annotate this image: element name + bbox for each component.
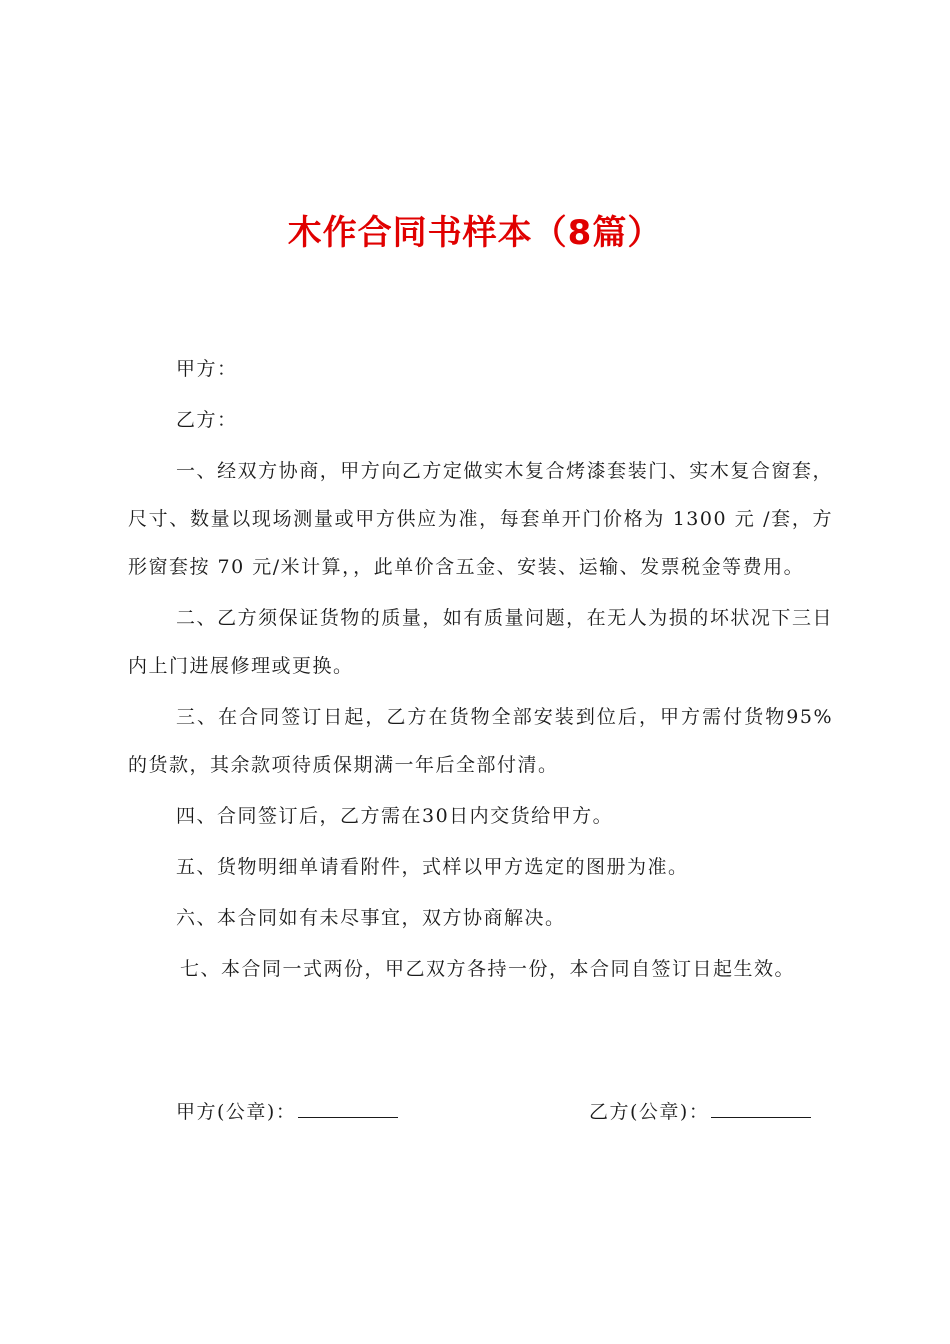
clause-7: 七、本合同一式两份，甲乙双方各持一份，本合同自签订日起生效。 <box>180 958 796 980</box>
party-a-line: 甲方： <box>176 358 238 380</box>
signature-party-a <box>176 1094 398 1130</box>
signature-party-b-blank <box>711 1095 811 1118</box>
signature-party-b-label: 乙方(公章)： <box>589 1101 710 1123</box>
contract-body <box>128 345 833 996</box>
clause-5: 五、货物明细单请看附件，式样以甲方选定的图册为准。 <box>176 856 689 878</box>
party-b-line: 乙方： <box>176 409 238 431</box>
clause-1: 一、经双方协商，甲方向乙方定做实木复合烤漆套装门、实木复合窗套，尺寸、数量以现场测量或甲方供应为准，每套单开门价格为 1300 元 /套，方形窗套按 70 元/米计算，，此单价含五金、安装、运输、发票税金等费用。 <box>128 460 833 578</box>
clause-3: 三、在合同签订日起，乙方在货物全部安装到位后，甲方需付货物95%的货款，其余款项待质保期满一年后全部付清。 <box>128 706 833 776</box>
clause-2: 二、乙方须保证货物的质量，如有质量问题，在无人为损的坏状况下三日内上门进展修理或更换。 <box>128 607 833 677</box>
signature-party-b <box>589 1094 811 1130</box>
document-title: 木作合同书样本（8篇） <box>287 213 663 253</box>
clause-6: 六、本合同如有未尽事宜，双方协商解决。 <box>176 907 566 929</box>
clause-4: 四、合同签订后，乙方需在30日内交货给甲方。 <box>176 805 614 827</box>
signature-party-a-label: 甲方(公章)： <box>176 1101 297 1123</box>
signature-party-a-blank <box>298 1095 398 1118</box>
